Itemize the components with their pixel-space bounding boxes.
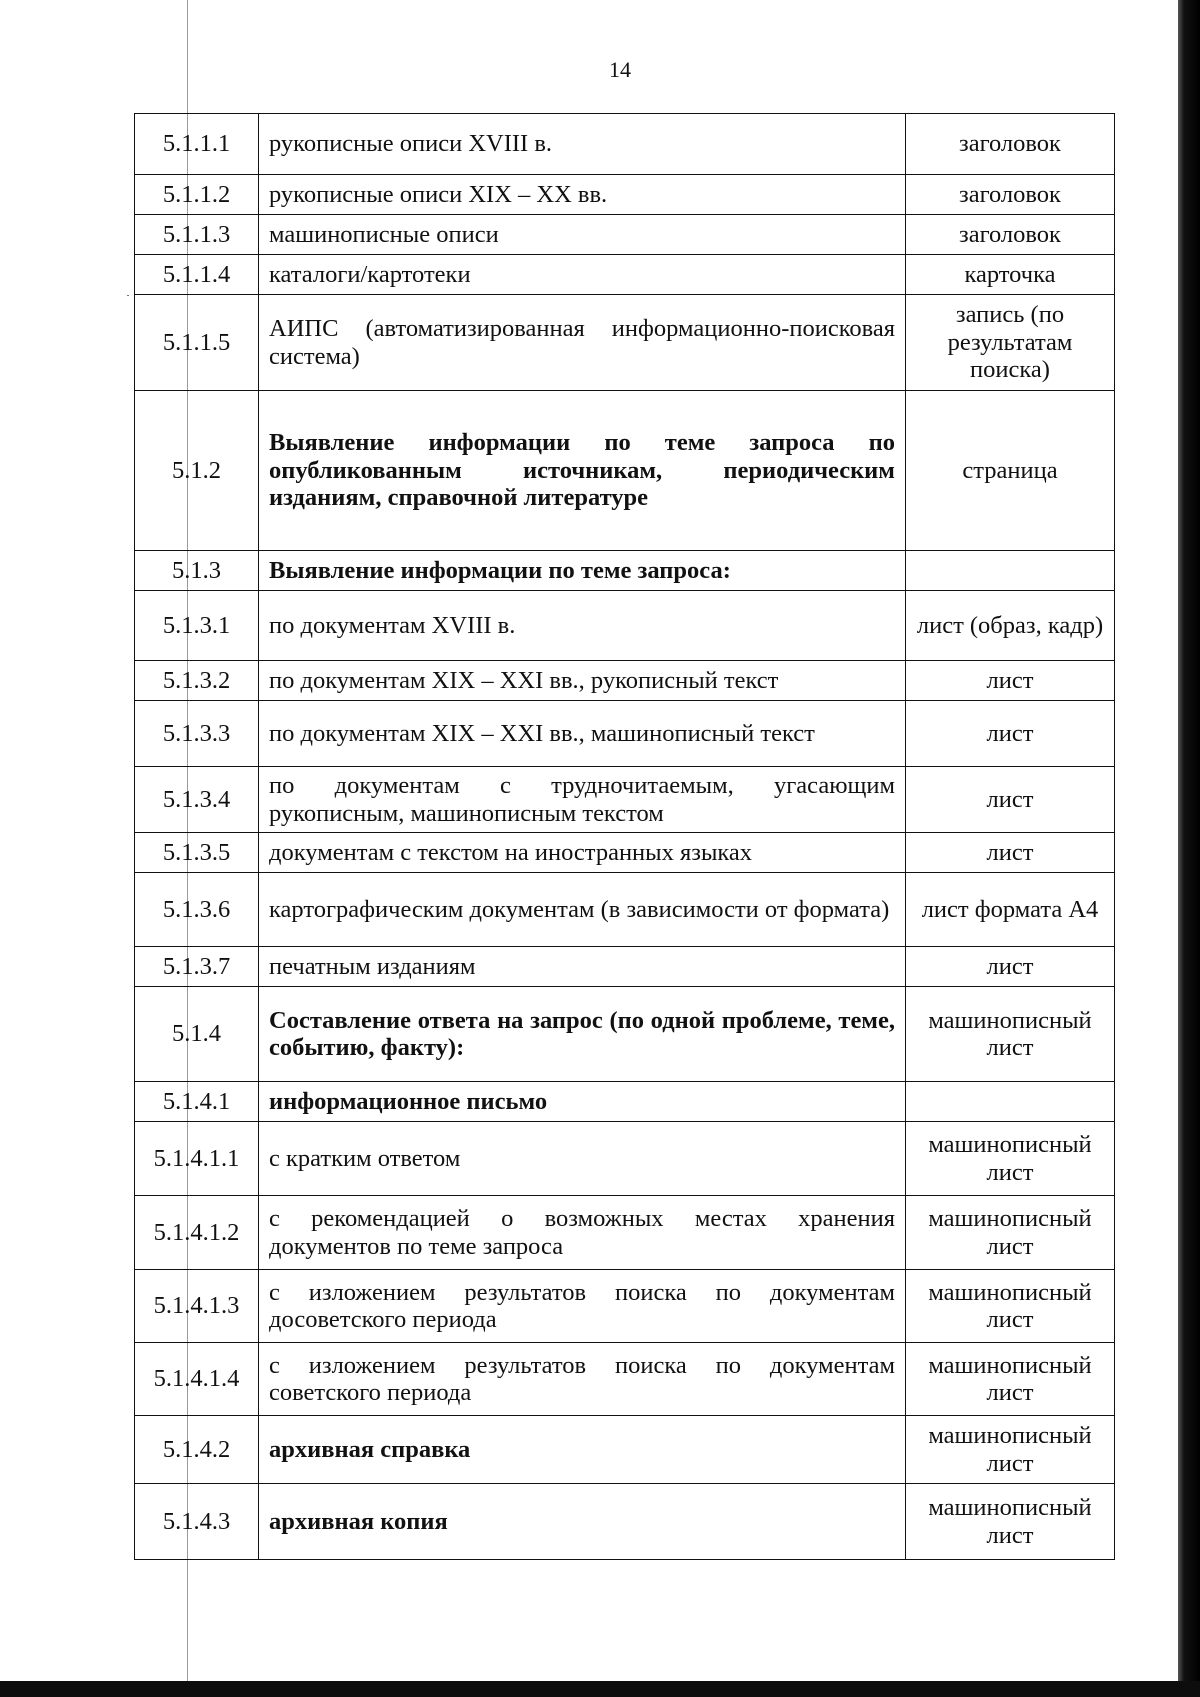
row-number: 5.1.4.1.4 (135, 1343, 259, 1416)
row-number: 5.1.2 (135, 391, 259, 551)
row-unit: машинописный лист (906, 1416, 1115, 1484)
row-number: 5.1.4.1.3 (135, 1270, 259, 1343)
row-number: 5.1.4.1.2 (135, 1196, 259, 1270)
row-number: 5.1.3.2 (135, 661, 259, 701)
row-description: рукописные описи XVIII в. (259, 114, 906, 175)
row-number: 5.1.3.7 (135, 947, 259, 987)
row-number: 5.1.1.2 (135, 175, 259, 215)
table-row (135, 591, 1115, 661)
scan-bottom-edge (0, 1681, 1200, 1697)
tariff-table (134, 113, 1115, 1560)
table-row (135, 661, 1115, 701)
row-number: 5.1.4.1.1 (135, 1122, 259, 1196)
row-unit: лист (906, 947, 1115, 987)
table-row (135, 1196, 1115, 1270)
row-unit: лист (906, 833, 1115, 873)
row-description: АИПС (автоматизированная информационно-поисковая система) (259, 295, 906, 391)
table-row (135, 1122, 1115, 1196)
row-description: по документам XIX – XXI вв., машинописный текст (259, 701, 906, 767)
table-row (135, 295, 1115, 391)
row-description: с рекомендацией о возможных местах хранения документов по теме запроса (259, 1196, 906, 1270)
row-number: 5.1.4.2 (135, 1416, 259, 1484)
scan-right-edge (1178, 0, 1200, 1697)
table-row (135, 767, 1115, 833)
row-description: с кратким ответом (259, 1122, 906, 1196)
row-unit (906, 551, 1115, 591)
table-row (135, 873, 1115, 947)
row-description: документам с текстом на иностранных языках (259, 833, 906, 873)
row-description: Выявление информации по теме запроса: (259, 551, 906, 591)
row-unit: машинописный лист (906, 1196, 1115, 1270)
row-unit: заголовок (906, 175, 1115, 215)
scan-stray-mark (127, 295, 129, 296)
page-number: 14 (609, 57, 631, 82)
table-row (135, 987, 1115, 1082)
row-unit: лист (906, 701, 1115, 767)
row-number: 5.1.1.5 (135, 295, 259, 391)
row-number: 5.1.3.3 (135, 701, 259, 767)
row-unit: заголовок (906, 215, 1115, 255)
table-row (135, 255, 1115, 295)
row-description: по документам XIX – XXI вв., рукописный текст (259, 661, 906, 701)
row-description: машинописные описи (259, 215, 906, 255)
row-description: каталоги/картотеки (259, 255, 906, 295)
row-number: 5.1.1.4 (135, 255, 259, 295)
row-unit (906, 1082, 1115, 1122)
row-number: 5.1.1.1 (135, 114, 259, 175)
table-row (135, 1416, 1115, 1484)
table-row (135, 175, 1115, 215)
row-unit: лист (906, 661, 1115, 701)
row-description: архивная копия (259, 1484, 906, 1560)
row-unit: лист (образ, кадр) (906, 591, 1115, 661)
table-row (135, 947, 1115, 987)
table-row (135, 215, 1115, 255)
table-row (135, 1270, 1115, 1343)
table-row (135, 1343, 1115, 1416)
table-row (135, 391, 1115, 551)
table-row (135, 114, 1115, 175)
row-unit: страница (906, 391, 1115, 551)
row-unit: лист (906, 767, 1115, 833)
row-description: рукописные описи XIX – XX вв. (259, 175, 906, 215)
row-unit: запись (по результатам поиска) (906, 295, 1115, 391)
row-description: архивная справка (259, 1416, 906, 1484)
row-description: Выявление информации по теме запроса по опубликованным источникам, периодическим изданиям, справочной литературе (259, 391, 906, 551)
table-row (135, 1484, 1115, 1560)
row-unit: машинописный лист (906, 987, 1115, 1082)
row-description: Составление ответа на запрос (по одной проблеме, теме, событию, факту): (259, 987, 906, 1082)
table-row (135, 551, 1115, 591)
row-unit: машинописный лист (906, 1484, 1115, 1560)
row-unit: машинописный лист (906, 1343, 1115, 1416)
row-number: 5.1.3.1 (135, 591, 259, 661)
row-number: 5.1.4.3 (135, 1484, 259, 1560)
row-number: 5.1.3.4 (135, 767, 259, 833)
row-description: по документам с трудночитаемым, угасающим рукописным, машинописным текстом (259, 767, 906, 833)
row-number: 5.1.1.3 (135, 215, 259, 255)
row-unit: карточка (906, 255, 1115, 295)
row-number: 5.1.4 (135, 987, 259, 1082)
row-number: 5.1.3.5 (135, 833, 259, 873)
table-row (135, 1082, 1115, 1122)
row-unit: заголовок (906, 114, 1115, 175)
row-description: информационное письмо (259, 1082, 906, 1122)
row-unit: лист формата А4 (906, 873, 1115, 947)
row-description: с изложением результатов поиска по документам досоветского периода (259, 1270, 906, 1343)
row-description: с изложением результатов поиска по документам советского периода (259, 1343, 906, 1416)
table-row (135, 833, 1115, 873)
row-number: 5.1.3 (135, 551, 259, 591)
row-unit: машинописный лист (906, 1270, 1115, 1343)
row-number: 5.1.4.1 (135, 1082, 259, 1122)
row-description: картографическим документам (в зависимости от формата) (259, 873, 906, 947)
row-unit: машинописный лист (906, 1122, 1115, 1196)
table-row (135, 701, 1115, 767)
row-description: печатным изданиям (259, 947, 906, 987)
row-number: 5.1.3.6 (135, 873, 259, 947)
row-description: по документам XVIII в. (259, 591, 906, 661)
